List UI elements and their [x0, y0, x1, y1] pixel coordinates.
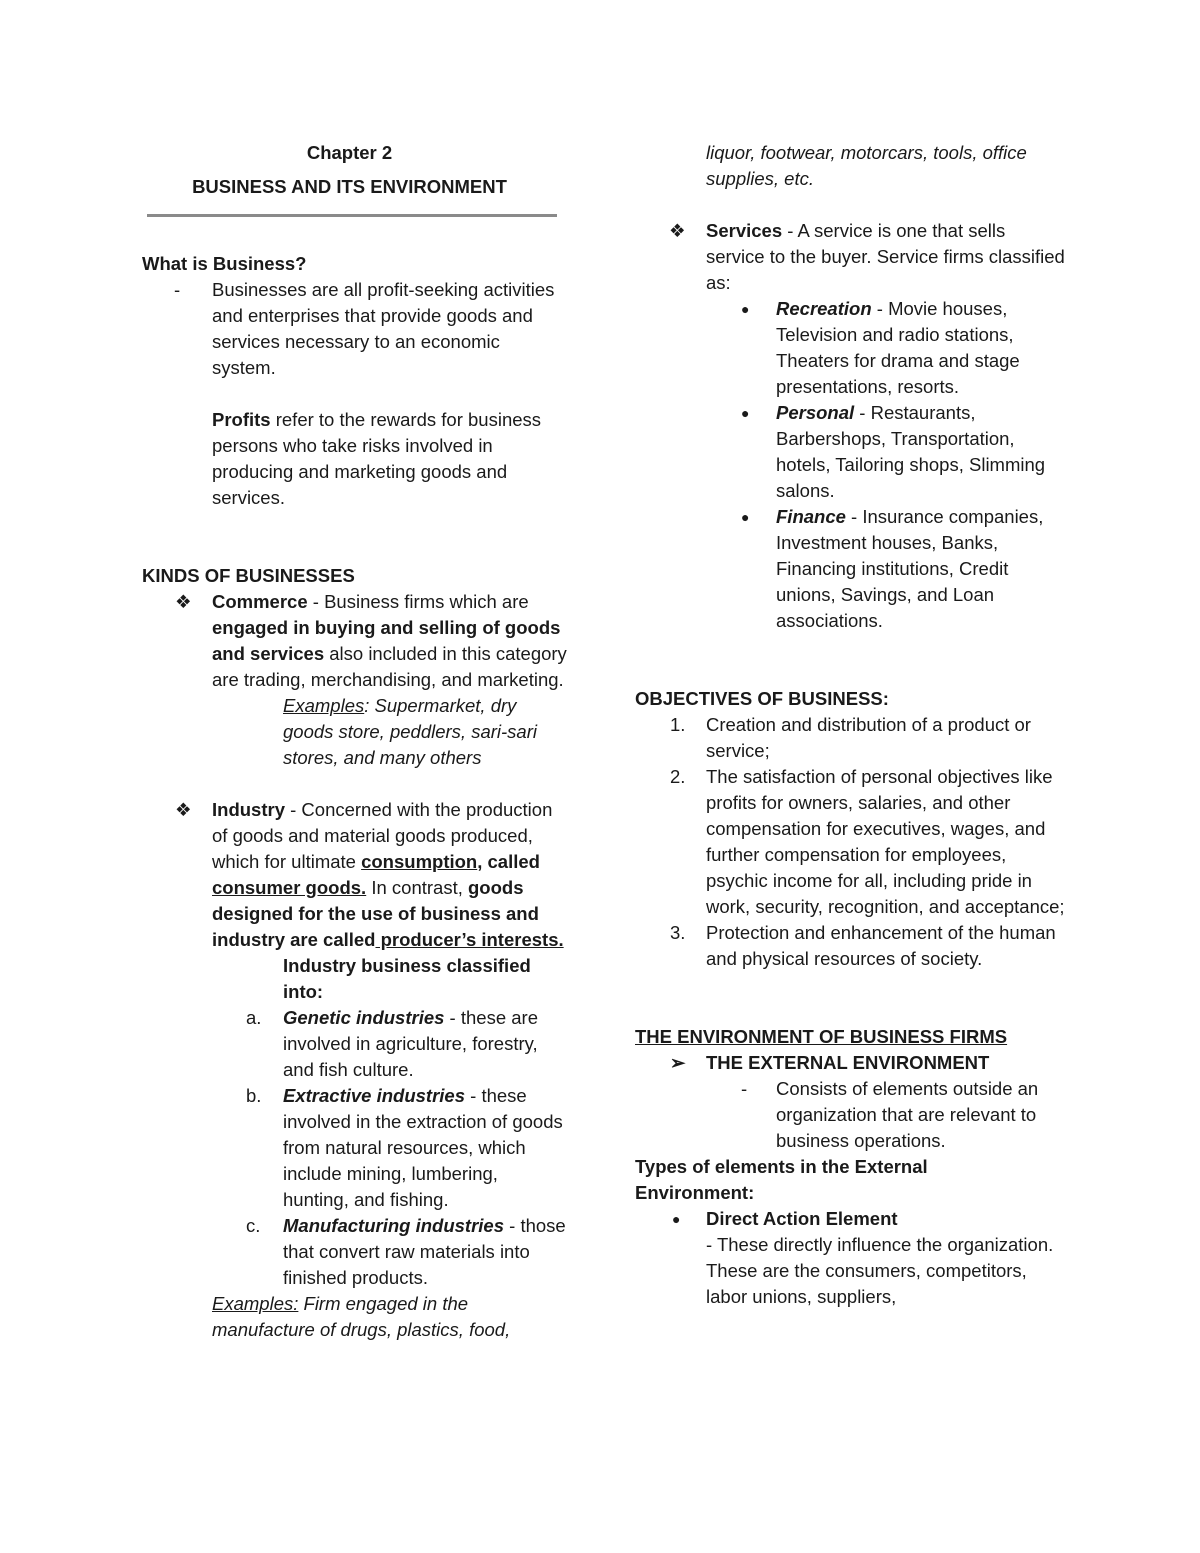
commerce-examples-label: Examples: [283, 695, 365, 716]
kinds-heading: KINDS OF BUSINESSES: [142, 565, 355, 586]
chapter-number: Chapter 2: [306, 142, 393, 163]
direct-action-heading: Direct Action Element: [706, 1208, 898, 1229]
chapter-title: BUSINESS AND ITS ENVIRONMENT: [192, 176, 507, 197]
industry-text-5: In contrast,: [366, 877, 468, 898]
industry-type-manufacturing: [142, 1213, 567, 1291]
industry-text-7: producer’s interests.: [375, 929, 564, 950]
external-definition-item: [635, 1076, 1065, 1154]
industry-text-3: , called: [477, 851, 540, 872]
industry-examples: [142, 1291, 567, 1343]
service-type-finance: [635, 504, 1065, 634]
objective-text: The satisfaction of personal objectives like profits for owners, salaries, and other compensation for executives, wages, and further compensation for employees, psychic income for all, including pride in work, security, recognition, and acceptance;: [706, 766, 1065, 917]
types-heading: Types of elements in the External Environment:: [635, 1156, 928, 1203]
diamond-bullet-icon: ❖: [175, 591, 192, 612]
industry-item: [142, 797, 567, 953]
industry-type-text: - these involved in the extraction of goods from natural resources, which include mining, lumbering, hunting, and fishing.: [283, 1085, 563, 1210]
direct-action-item: [635, 1206, 1065, 1232]
list-marker: 3.: [670, 922, 686, 943]
objectives-heading: OBJECTIVES OF BUSINESS:: [635, 688, 889, 709]
commerce-examples: [142, 693, 567, 771]
diamond-bullet-icon: ❖: [669, 220, 686, 241]
objective-item: [635, 764, 1065, 920]
objective-item: [635, 920, 1065, 972]
what-is-business-heading: What is Business?: [142, 253, 307, 274]
business-definition-item: [142, 277, 567, 381]
industry-text-2: consumption: [361, 851, 478, 872]
service-type-personal: [635, 400, 1065, 504]
commerce-examples-text: : Supermarket, dry goods store, peddlers, sari-sari stores, and many others: [283, 695, 537, 768]
industry-text-6: goods designed for the use of business and industry are called: [212, 877, 539, 950]
industry-classified: Industry business classified into:: [283, 955, 531, 1002]
dash-marker: -: [741, 1078, 748, 1099]
industry-examples-text: Firm engaged in the manufacture of drugs, plastics, food,: [212, 1293, 511, 1340]
right-column: [635, 140, 1065, 1310]
industry-text-1: - Concerned with the production of goods and material goods produced, which for ultimate: [212, 799, 553, 872]
arrow-bullet-icon: ➢: [670, 1052, 686, 1073]
industry-type-term: Genetic industries: [283, 1007, 445, 1028]
list-marker: b.: [246, 1085, 262, 1106]
profits-paragraph: [142, 407, 567, 511]
direct-action-text: - These directly influence the organization. These are the consumers, competitors, labor unions, suppliers,: [706, 1234, 1054, 1307]
external-environment-heading: THE EXTERNAL ENVIRONMENT: [706, 1052, 990, 1073]
external-environment-item: [635, 1050, 1065, 1076]
industry-type-text: - these are involved in agriculture, forestry, and fish culture.: [283, 1007, 538, 1080]
dash-marker: -: [174, 279, 181, 300]
bullet-icon: ●: [672, 1211, 681, 1227]
services-term: Services: [706, 220, 783, 241]
service-type-recreation: [635, 296, 1065, 400]
commerce-term: Commerce: [212, 591, 308, 612]
title-divider: [147, 214, 557, 217]
industry-examples-label: Examples:: [212, 1293, 299, 1314]
profits-text: refer to the rewards for business persons who take risks involved in producing and marketing goods and services.: [212, 409, 542, 508]
list-marker: 2.: [670, 766, 686, 787]
commerce-item: [142, 589, 567, 693]
environment-heading: THE ENVIRONMENT OF BUSINESS FIRMS: [635, 1026, 1008, 1047]
services-item: [635, 218, 1065, 296]
service-type-term: Finance: [776, 506, 846, 527]
services-text: - A service is one that sells service to the buyer. Service firms classified as:: [706, 220, 1065, 293]
industry-examples-continued: liquor, footwear, motorcars, tools, office supplies, etc.: [706, 142, 1027, 189]
commerce-text-3: also included in this category are trading, merchandising, and marketing.: [212, 643, 567, 690]
industry-type-text: - those that convert raw materials into finished products.: [283, 1215, 566, 1288]
external-definition: Consists of elements outside an organization that are relevant to business operations.: [776, 1078, 1039, 1151]
business-definition: Businesses are all profit-seeking activities and enterprises that provide goods and services necessary to an economic system.: [212, 279, 555, 378]
list-marker: a.: [246, 1007, 262, 1028]
left-column: [142, 140, 567, 1343]
service-type-text: - Movie houses, Television and radio stations, Theaters for drama and stage presentations, resorts.: [776, 298, 1020, 397]
industry-type-extractive: [142, 1083, 567, 1213]
bullet-icon: ●: [741, 405, 750, 421]
bullet-icon: ●: [741, 509, 750, 525]
profits-term: Profits: [212, 409, 271, 430]
objective-item: [635, 712, 1065, 764]
industry-type-term: Manufacturing industries: [283, 1215, 504, 1236]
list-marker: 1.: [670, 714, 686, 735]
objective-text: Protection and enhancement of the human and physical resources of society.: [706, 922, 1056, 969]
diamond-bullet-icon: ❖: [175, 799, 192, 820]
objective-text: Creation and distribution of a product or service;: [706, 714, 1031, 761]
bullet-icon: ●: [741, 301, 750, 317]
service-type-term: Recreation: [776, 298, 872, 319]
industry-text-4: consumer goods.: [212, 877, 367, 898]
service-type-text: - Restaurants, Barbershops, Transportation, hotels, Tailoring shops, Slimming salons.: [776, 402, 1046, 501]
service-type-term: Personal: [776, 402, 855, 423]
list-marker: c.: [246, 1215, 261, 1236]
commerce-text-2: engaged in buying and selling of goods and services: [212, 617, 561, 664]
industry-type-genetic: [142, 1005, 567, 1083]
service-type-text: - Insurance companies, Investment houses, Banks, Financing institutions, Credit unions, Savings, and Loan associations.: [776, 506, 1044, 631]
commerce-text-1: - Business firms which are: [307, 591, 529, 612]
industry-term: Industry: [212, 799, 285, 820]
industry-type-term: Extractive industries: [283, 1085, 465, 1106]
